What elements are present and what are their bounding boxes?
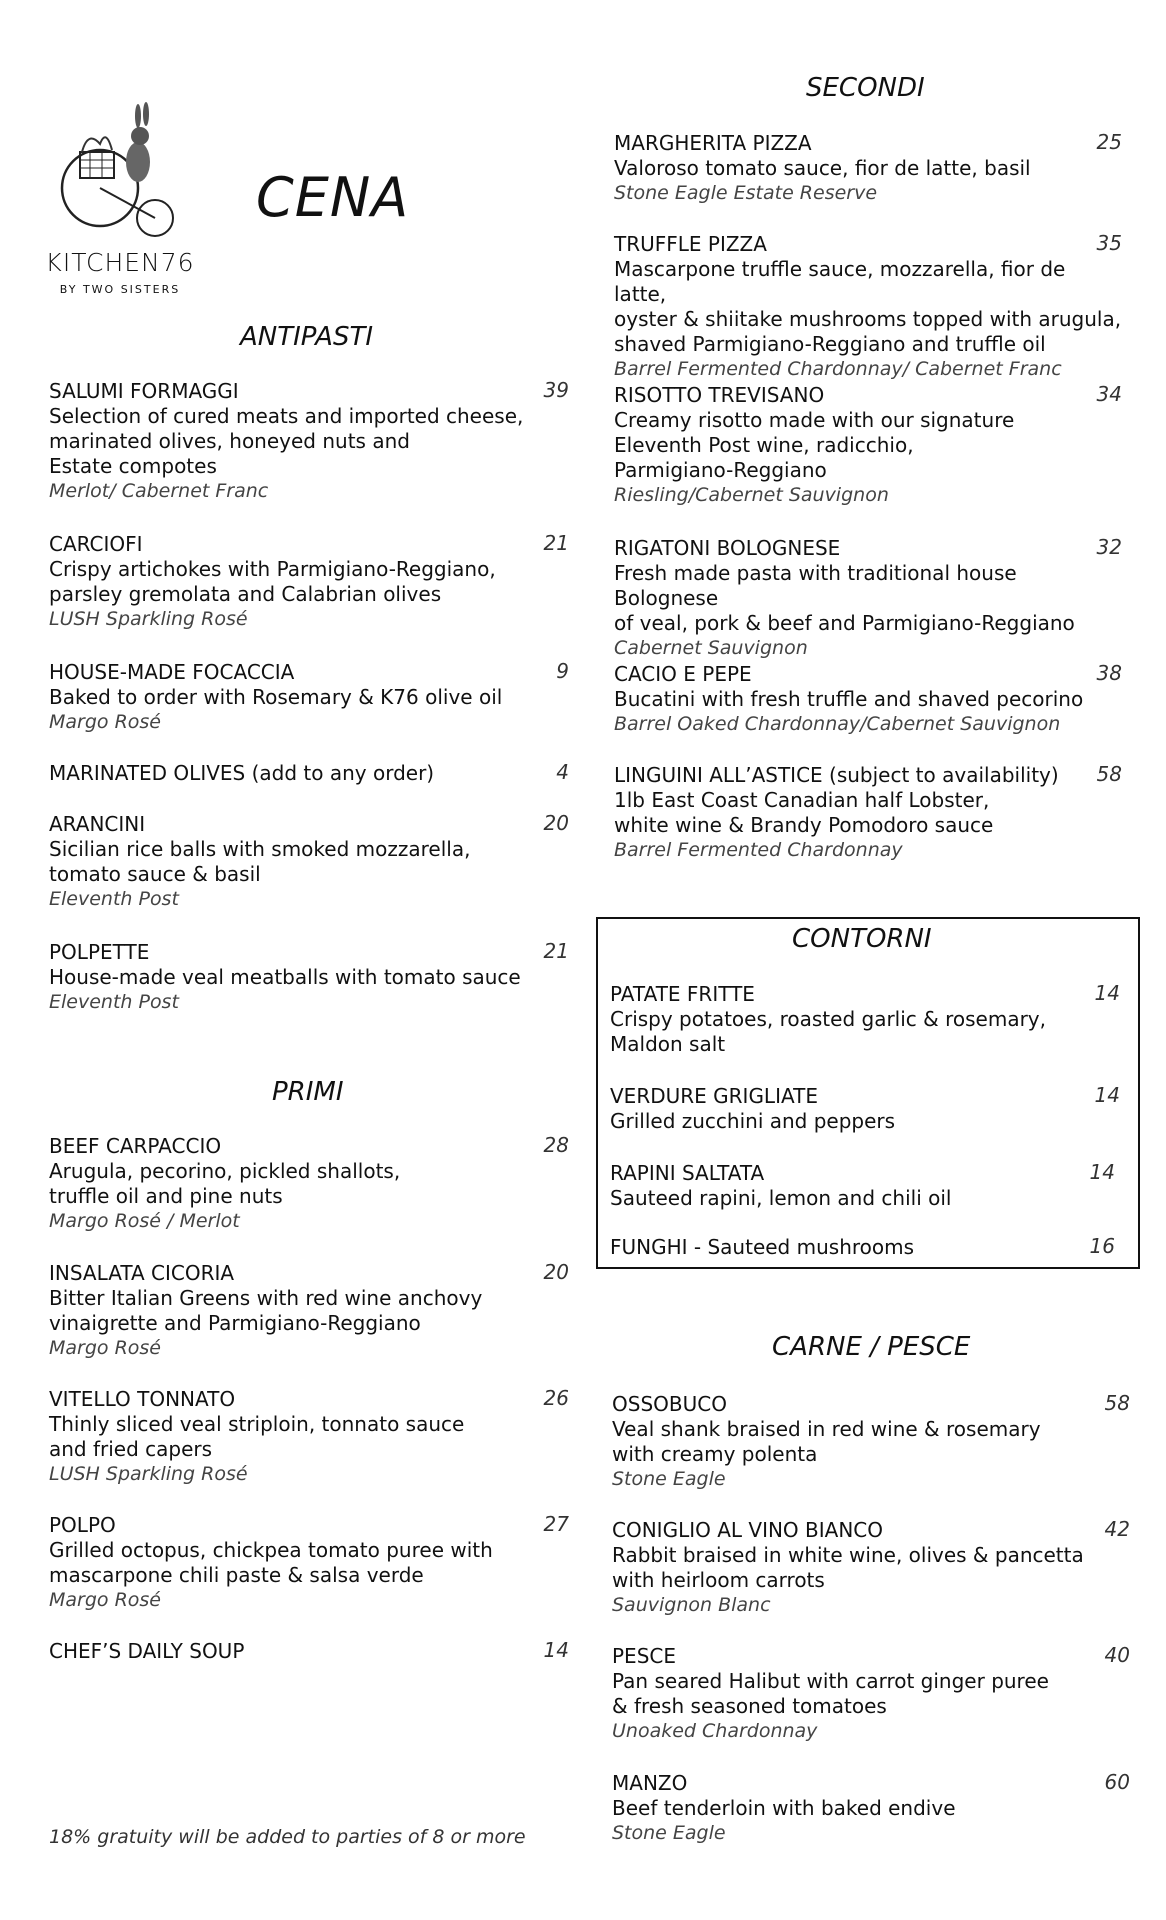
item-name: POLPO: [49, 1513, 116, 1537]
menu-item: [49, 531, 569, 631]
item-name: SALUMI FORMAGGI: [49, 379, 239, 403]
item-description: Rabbit braised in white wine, olives & pancetta with heirloom carrots: [612, 1543, 1084, 1592]
secondi-heading: SECONDI: [806, 73, 925, 103]
item-wine-pairing: Margo Rosé: [49, 1337, 161, 1359]
menu-item: [49, 1260, 569, 1360]
item-name: RISOTTO TREVISANO: [614, 383, 825, 407]
menu-item: [49, 1638, 569, 1664]
item-wine-pairing: LUSH Sparkling Rosé: [49, 1463, 248, 1485]
rabbit-bicycle-icon: [60, 100, 180, 240]
menu-item: [49, 1386, 569, 1486]
menu-item: [49, 760, 569, 786]
item-name: VERDURE GRIGLIATE: [610, 1084, 818, 1108]
item-description: Valoroso tomato sauce, fior de latte, basil: [614, 156, 1031, 180]
item-price: 21: [543, 531, 569, 555]
antipasti-heading: ANTIPASTI: [240, 322, 374, 352]
menu-item: [610, 1160, 1115, 1211]
item-price: 60: [1104, 1770, 1130, 1794]
menu-item: [612, 1643, 1130, 1743]
item-price: 58: [1096, 762, 1122, 786]
menu-item: [610, 981, 1120, 1057]
item-name: MARINATED OLIVES: [49, 761, 246, 785]
menu-item: [614, 762, 1122, 862]
item-name: INSALATA CICORIA: [49, 1261, 235, 1285]
item-name: RIGATONI BOLOGNESE: [614, 536, 841, 560]
item-name: RAPINI SALTATA: [610, 1161, 765, 1185]
item-wine-pairing: Stone Eagle: [612, 1468, 726, 1490]
item-description: 1lb East Coast Canadian half Lobster, white wine & Brandy Pomodoro sauce: [614, 788, 994, 837]
item-wine-pairing: Barrel Oaked Chardonnay/Cabernet Sauvignon: [614, 713, 1061, 735]
item-price: 40: [1104, 1643, 1130, 1667]
item-note: - Sauteed mushrooms: [687, 1235, 915, 1259]
item-name: LINGUINI ALL’ASTICE: [614, 763, 823, 787]
menu-item: [612, 1391, 1130, 1491]
item-name: MANZO: [612, 1771, 688, 1795]
item-description: Beef tenderloin with baked endive: [612, 1796, 956, 1820]
item-description: Arugula, pecorino, pickled shallots, truffle oil and pine nuts: [49, 1159, 401, 1208]
menu-item: [612, 1770, 1130, 1845]
item-name: ARANCINI: [49, 812, 146, 836]
item-description: Creamy risotto made with our signature Eleventh Post wine, radicchio, Parmigiano-Reggiano: [614, 408, 1015, 482]
menu-item: [614, 382, 1122, 507]
primi-heading: PRIMI: [272, 1077, 344, 1107]
menu-item: [49, 659, 569, 734]
item-wine-pairing: Merlot/ Cabernet Franc: [49, 480, 269, 502]
item-description: Crispy potatoes, roasted garlic & rosemary, Maldon salt: [610, 1007, 1046, 1056]
item-wine-pairing: Cabernet Sauvignon: [614, 637, 808, 659]
item-price: 20: [543, 1260, 569, 1284]
item-description: Crispy artichokes with Parmigiano-Reggiano, parsley gremolata and Calabrian olives: [49, 557, 496, 606]
carne-pesce-heading: CARNE / PESCE: [772, 1332, 971, 1362]
item-price: 28: [543, 1133, 569, 1157]
item-price: 39: [543, 378, 569, 402]
item-description: Bucatini with fresh truffle and shaved pecorino: [614, 687, 1084, 711]
item-name: CARCIOFI: [49, 532, 143, 556]
item-note: (add to any order): [245, 761, 435, 785]
item-name: OSSOBUCO: [612, 1392, 727, 1416]
item-price: 38: [1096, 661, 1122, 685]
contorni-heading: CONTORNI: [792, 924, 932, 954]
item-name: HOUSE-MADE FOCACCIA: [49, 660, 295, 684]
item-description: Selection of cured meats and imported cheese, marinated olives, honeyed nuts and Estate compotes: [49, 404, 524, 478]
item-price: 9: [556, 659, 569, 683]
item-name: BEEF CARPACCIO: [49, 1134, 222, 1158]
menu-item: [49, 378, 569, 503]
item-price: 34: [1096, 382, 1122, 406]
item-price: 21: [543, 939, 569, 963]
item-price: 42: [1104, 1517, 1130, 1541]
item-description: Veal shank braised in red wine & rosemary with creamy polenta: [612, 1417, 1041, 1466]
brand-tagline: BY TWO SISTERS: [59, 283, 181, 296]
item-description: Grilled zucchini and peppers: [610, 1109, 896, 1133]
item-name: PATATE FRITTE: [610, 982, 755, 1006]
item-price: 4: [556, 760, 569, 784]
item-wine-pairing: Stone Eagle: [612, 1822, 726, 1844]
gratuity-note: 18% gratuity will be added to parties of 8 or more: [49, 1826, 526, 1848]
item-description: Pan seared Halibut with carrot ginger puree & fresh seasoned tomatoes: [612, 1669, 1049, 1718]
item-name: CONIGLIO AL VINO BIANCO: [612, 1518, 883, 1542]
item-price: 27: [543, 1512, 569, 1536]
item-name: TRUFFLE PIZZA: [614, 232, 767, 256]
item-price: 16: [1089, 1234, 1115, 1258]
menu-item: [49, 1512, 569, 1612]
item-wine-pairing: Barrel Fermented Chardonnay/ Cabernet Franc: [614, 358, 1062, 380]
item-wine-pairing: Barrel Fermented Chardonnay: [614, 839, 903, 861]
menu-item: [614, 231, 1122, 381]
item-description: Thinly sliced veal striploin, tonnato sauce and fried capers: [49, 1412, 465, 1461]
item-name: POLPETTE: [49, 940, 150, 964]
menu-item: [49, 811, 569, 911]
menu-item: [612, 1517, 1130, 1617]
item-note: (subject to availability): [822, 763, 1059, 787]
item-price: 14: [543, 1638, 569, 1662]
item-name: CHEF’S DAILY SOUP: [49, 1639, 245, 1663]
item-name: MARGHERITA PIZZA: [614, 131, 812, 155]
item-price: 35: [1096, 231, 1122, 255]
menu-item: [49, 939, 569, 1014]
item-wine-pairing: Margo Rosé: [49, 711, 161, 733]
menu-item: [49, 1133, 569, 1233]
item-price: 26: [543, 1386, 569, 1410]
item-description: Sauteed rapini, lemon and chili oil: [610, 1186, 952, 1210]
item-description: House-made veal meatballs with tomato sauce: [49, 965, 521, 989]
page-title: CENA: [256, 166, 410, 229]
menu-item: [614, 535, 1122, 660]
item-price: 14: [1094, 981, 1120, 1005]
menu-item: [610, 1234, 1115, 1260]
item-description: Sicilian rice balls with smoked mozzarella, tomato sauce & basil: [49, 837, 471, 886]
item-wine-pairing: Margo Rosé / Merlot: [49, 1210, 240, 1232]
item-description: Fresh made pasta with traditional house Bolognese of veal, pork & beef and Parmigiano-Reggiano: [614, 561, 1075, 635]
item-description: Grilled octopus, chickpea tomato puree with mascarpone chili paste & salsa verde: [49, 1538, 493, 1587]
item-wine-pairing: Stone Eagle Estate Reserve: [614, 182, 878, 204]
item-wine-pairing: Eleventh Post: [49, 991, 179, 1013]
item-wine-pairing: Margo Rosé: [49, 1589, 161, 1611]
item-name: VITELLO TONNATO: [49, 1387, 236, 1411]
item-wine-pairing: Eleventh Post: [49, 888, 179, 910]
brand-name: KITCHEN76: [45, 248, 195, 277]
item-price: 14: [1094, 1083, 1120, 1107]
menu-item: [614, 130, 1122, 205]
item-description: Mascarpone truffle sauce, mozzarella, fior de latte, oyster & shiitake mushrooms topped with arugula, shaved Parmigiano-Reggiano and truffle oil: [614, 257, 1122, 356]
item-price: 14: [1089, 1160, 1115, 1184]
item-wine-pairing: Unoaked Chardonnay: [612, 1720, 818, 1742]
item-price: 20: [543, 811, 569, 835]
item-name: PESCE: [612, 1644, 676, 1668]
menu-item: [610, 1083, 1120, 1134]
item-description: Baked to order with Rosemary & K76 olive oil: [49, 685, 503, 709]
item-price: 58: [1104, 1391, 1130, 1415]
item-name: CACIO E PEPE: [614, 662, 752, 686]
item-wine-pairing: Sauvignon Blanc: [612, 1594, 771, 1616]
item-wine-pairing: Riesling/Cabernet Sauvignon: [614, 484, 889, 506]
menu-item: [614, 661, 1122, 736]
item-price: 32: [1096, 535, 1122, 559]
item-wine-pairing: LUSH Sparkling Rosé: [49, 608, 248, 630]
item-description: Bitter Italian Greens with red wine anchovy vinaigrette and Parmigiano-Reggiano: [49, 1286, 483, 1335]
item-name: FUNGHI: [610, 1235, 688, 1259]
item-price: 25: [1096, 130, 1122, 154]
